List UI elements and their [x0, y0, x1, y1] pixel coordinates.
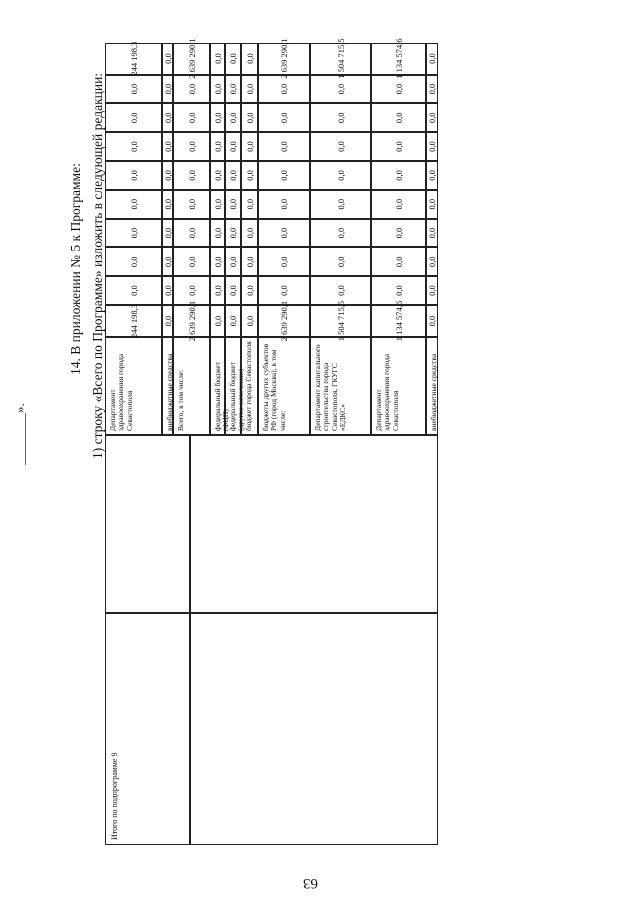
table-cell: 0,0 [241, 161, 258, 190]
row-label: бюджет города Севастополя [241, 337, 258, 435]
table-cell: 0,0 [225, 305, 241, 337]
table-cell: 0,0 [225, 75, 241, 104]
table-cell: 0,0 [105, 132, 162, 161]
table-cell: 0,0 [162, 219, 173, 248]
table-cell: 2 639 290,1 [173, 305, 210, 337]
table-cell: 0,0 [162, 276, 173, 305]
table-cell: 0,0 [258, 75, 310, 104]
table-cell: 0,0 [173, 276, 210, 305]
table-cell: 0,0 [105, 247, 162, 276]
table-cell: 0,0 [258, 190, 310, 219]
table-cell: 0,0 [426, 103, 438, 132]
subtotal-header-cell: Итого по подпрограмме 9 [105, 613, 190, 845]
table-cell: 0,0 [310, 103, 371, 132]
page-number: 63 [303, 875, 318, 891]
table-cell: 0,0 [426, 43, 438, 75]
table-cell: 0,0 [162, 103, 173, 132]
table-cell: 0,0 [162, 43, 173, 75]
table-cell: 0,0 [426, 190, 438, 219]
table-cell: 244 198,3 [105, 305, 162, 337]
table-cell: 0,0 [210, 75, 225, 104]
merged-empty-cell-b [190, 435, 438, 613]
table-cell: 0,0 [371, 161, 426, 190]
row-label: внебюджетные средства [426, 337, 438, 435]
table-cell: 2 639 290,1 [258, 43, 310, 75]
table-cell: 0,0 [162, 190, 173, 219]
table-cell: 0,0 [310, 132, 371, 161]
table-cell: 0,0 [241, 190, 258, 219]
table-cell: 0,0 [426, 219, 438, 248]
table-cell: 0,0 [162, 161, 173, 190]
table-cell: 0,0 [371, 103, 426, 132]
table-cell: 0,0 [173, 75, 210, 104]
table-cell: 0,0 [241, 219, 258, 248]
closing-mark: ________». [12, 403, 27, 465]
table-cell: 0,0 [105, 75, 162, 104]
table-cell: 0,0 [173, 103, 210, 132]
table-cell: 0,0 [105, 161, 162, 190]
table-cell: 0,0 [210, 276, 225, 305]
row-label: Департамент здравоохранения города Севастополя [371, 337, 426, 435]
table-cell: 0,0 [173, 132, 210, 161]
table-cell: 0,0 [241, 305, 258, 337]
table-cell: 0,0 [173, 190, 210, 219]
table-cell: 0,0 [162, 247, 173, 276]
table-cell: 0,0 [426, 305, 438, 337]
table-cell: 1 504 715,5 [310, 305, 371, 337]
table-cell: 0,0 [210, 43, 225, 75]
table-cell: 0,0 [210, 161, 225, 190]
table-cell: 0,0 [162, 132, 173, 161]
table-cell: 2 639 290,1 [173, 43, 210, 75]
table-cell: 0,0 [241, 103, 258, 132]
table-cell: 0,0 [258, 276, 310, 305]
table-cell: 0,0 [105, 190, 162, 219]
table-cell: 0,0 [426, 247, 438, 276]
table-cell: 0,0 [225, 43, 241, 75]
table-cell: 0,0 [426, 161, 438, 190]
table-cell: 0,0 [173, 161, 210, 190]
table-cell: 0,0 [371, 247, 426, 276]
row-label: Всего, в том числе: [173, 337, 210, 435]
row-label: Департамент капитального строительства города Севастополя, ГКУГС «ЕДКС» [310, 337, 371, 435]
table-cell: 0,0 [371, 75, 426, 104]
row-label: федеральный бюджет (другие источники) [225, 337, 241, 435]
table-cell: 0,0 [310, 161, 371, 190]
table-cell: 0,0 [371, 132, 426, 161]
table-cell: 0,0 [105, 276, 162, 305]
table-cell: 0,0 [258, 132, 310, 161]
table-cell: 0,0 [310, 219, 371, 248]
table-cell: 0,0 [210, 132, 225, 161]
table-cell: 1 134 574,6 [371, 305, 426, 337]
table-cell: 0,0 [371, 190, 426, 219]
row-label: Департамент здравоохранения города Севастополя [105, 337, 162, 435]
table-cell: 0,0 [225, 132, 241, 161]
table-cell: 0,0 [258, 161, 310, 190]
table-cell: 0,0 [210, 219, 225, 248]
table-cell: 0,0 [310, 75, 371, 104]
table-cell: 0,0 [241, 75, 258, 104]
table-cell: 0,0 [426, 132, 438, 161]
table-cell: 0,0 [426, 75, 438, 104]
table-cell: 0,0 [241, 43, 258, 75]
table-cell: 0,0 [210, 305, 225, 337]
row-label: федеральный бюджет (ФЦП) [210, 337, 225, 435]
table-cell: 0,0 [210, 190, 225, 219]
table-cell: 244 198,3 [105, 43, 162, 75]
table-cell: 1 504 715,5 [310, 43, 371, 75]
table-cell: 0,0 [258, 103, 310, 132]
merged-empty-cell-a [190, 613, 438, 845]
table-cell: 0,0 [241, 132, 258, 161]
table-cell: 0,0 [225, 103, 241, 132]
table-cell: 0,0 [258, 219, 310, 248]
section-heading: 14. В приложении № 5 к Программе: [68, 163, 83, 375]
table-cell: 0,0 [210, 247, 225, 276]
row-label: бюджеты других субъектов РФ (город Москва), в том числе: [258, 337, 310, 435]
table-cell: 0,0 [241, 247, 258, 276]
table-cell: 0,0 [225, 219, 241, 248]
table-cell: 0,0 [173, 219, 210, 248]
table-cell: 0,0 [105, 103, 162, 132]
table-cell: 0,0 [105, 219, 162, 248]
table-cell: 0,0 [225, 276, 241, 305]
table-cell: 0,0 [310, 190, 371, 219]
table-cell: 0,0 [310, 276, 371, 305]
table-cell: 0,0 [371, 276, 426, 305]
table-cell: 0,0 [310, 247, 371, 276]
table-cell: 0,0 [225, 247, 241, 276]
table-cell: 2 639 290,1 [258, 305, 310, 337]
table-cell: 0,0 [371, 219, 426, 248]
table-cell: 1 134 574,6 [371, 43, 426, 75]
table-cell: 0,0 [241, 276, 258, 305]
table-cell: 0,0 [162, 75, 173, 104]
budget-table [105, 38, 552, 845]
table-cell: 0,0 [258, 247, 310, 276]
row-label: внебюджетные средства [162, 337, 173, 435]
section-subheading: 1) строку «Всего по Программе» изложить в следующей редакции: [90, 72, 105, 459]
table-cell: 0,0 [162, 305, 173, 337]
table-cell: 0,0 [173, 247, 210, 276]
table-cell: 0,0 [426, 276, 438, 305]
table-cell: 0,0 [210, 103, 225, 132]
table-cell: 0,0 [225, 161, 241, 190]
empty-header-cell [105, 435, 190, 613]
table-cell: 0,0 [225, 190, 241, 219]
